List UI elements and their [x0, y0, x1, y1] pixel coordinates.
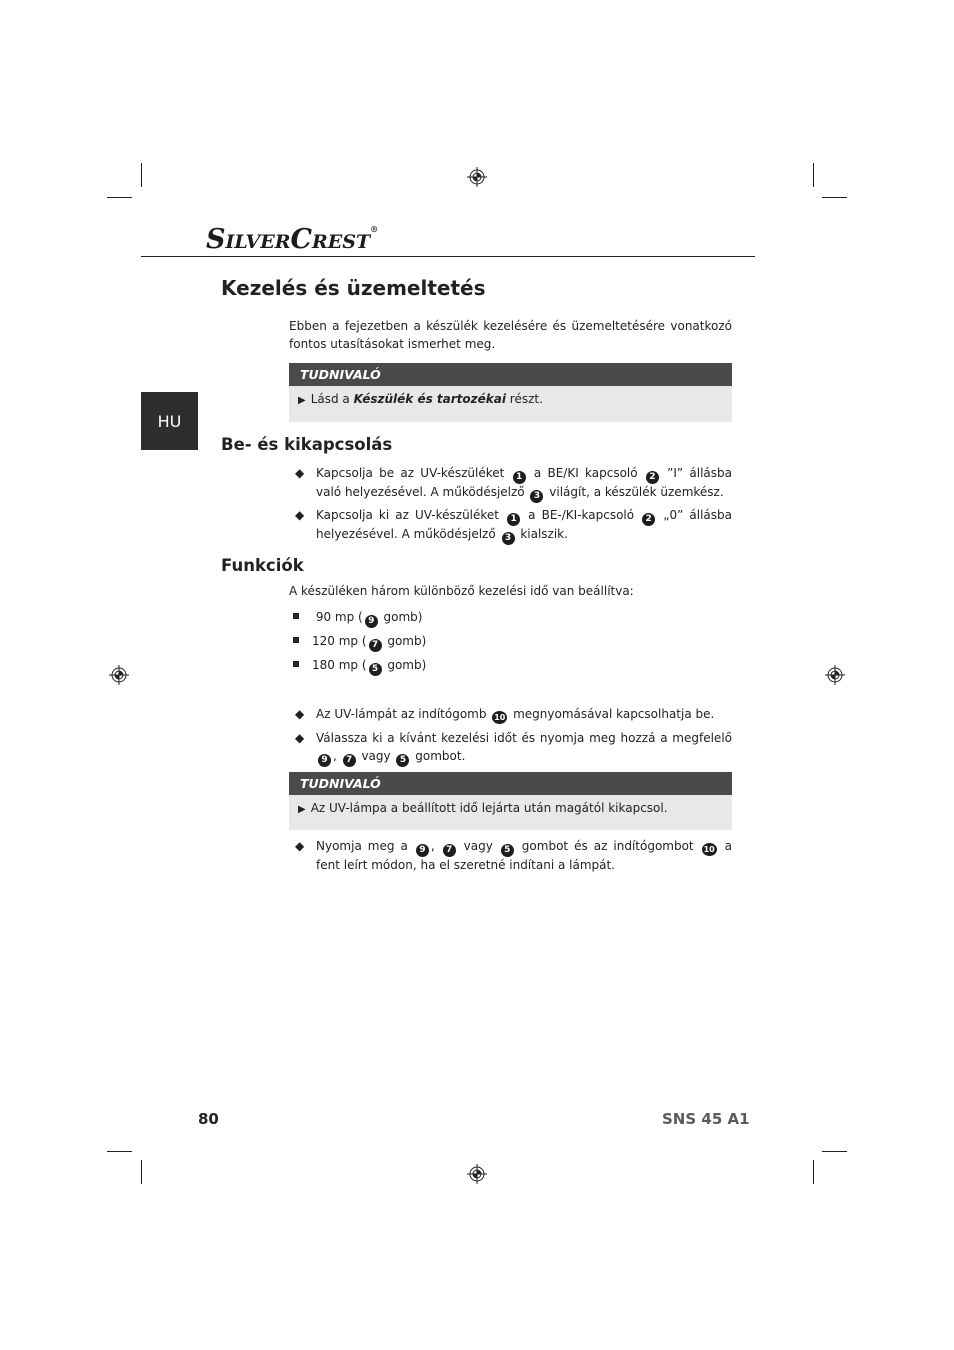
- item-number-badge: 7: [343, 754, 356, 767]
- language-tab: HU: [141, 392, 198, 450]
- crop-mark: [813, 163, 814, 187]
- item-number-badge: 9: [318, 754, 331, 767]
- list-item: ◆ Kapcsolja be az UV-készüléket 1 a BE/KI kapcsoló 2 ”I” állásba való helyezésével. A működésjelző 3 világít, a készülék üzemkész.: [295, 466, 733, 501]
- item-number-badge: 1: [507, 513, 520, 526]
- note-box: [289, 772, 732, 830]
- diamond-bullet-icon: ◆: [295, 508, 305, 522]
- list-item: ◆ Nyomja meg a 9 , 7 vagy 5 gombot és az indítógombot 10 a fent leírt módon, ha el szeretné indítani a lámpát.: [295, 839, 732, 872]
- item-number-badge: 10: [494, 713, 506, 722]
- note-heading: TUDNIVALÓ: [289, 363, 732, 386]
- crop-mark: [107, 1151, 132, 1152]
- header-rule: [141, 256, 755, 257]
- list-item: ◆ Kapcsolja ki az UV-készüléket 1 a BE-/KI-kapcsoló 2 „0” állásba helyezésével. A működésjelző 3 kialszik.: [295, 508, 733, 543]
- triangle-right-icon: ▶: [298, 804, 306, 815]
- model-number: SNS 45 A1: [662, 1110, 750, 1128]
- note-text: ▶ Az UV-lámpa a beállított idő lejárta után magától kikapcsol.: [298, 801, 668, 815]
- page-title: Kezelés és üzemeltetés: [221, 276, 486, 300]
- note-heading: TUDNIVALÓ: [289, 772, 732, 795]
- diamond-bullet-icon: ◆: [295, 466, 305, 480]
- functions-lead: A készüléken három különböző kezelési idő van beállítva:: [289, 584, 634, 598]
- section-heading-functions: Funkciók: [221, 556, 304, 575]
- item-number-badge: 1: [513, 471, 526, 484]
- item-number-badge: 9: [365, 615, 378, 628]
- section-heading-onoff: Be- és kikapcsolás: [221, 435, 393, 454]
- list-item: 120 mp ( 7 gomb): [293, 634, 426, 652]
- item-number-badge: 10: [703, 845, 715, 854]
- item-number-badge: 7: [443, 844, 456, 857]
- registration-mark-icon: [825, 665, 845, 685]
- item-number-badge: 3: [530, 490, 543, 503]
- crop-mark: [107, 197, 132, 198]
- diamond-bullet-icon: ◆: [295, 731, 305, 745]
- registration-mark-icon: [467, 1164, 487, 1184]
- page-number: 80: [198, 1110, 219, 1128]
- item-number-badge: 9: [416, 844, 429, 857]
- crop-mark: [141, 163, 142, 187]
- item-number-badge: 2: [642, 513, 655, 526]
- item-number-badge: 7: [369, 639, 382, 652]
- item-number-badge: 5: [369, 663, 382, 676]
- registration-mark-icon: [109, 665, 129, 685]
- registration-mark-icon: [467, 167, 487, 187]
- note-box: [289, 363, 732, 422]
- crop-mark: [141, 1160, 142, 1184]
- item-number-badge: 3: [502, 532, 515, 545]
- crop-mark: [813, 1160, 814, 1184]
- list-item: 180 mp ( 5 gomb): [293, 658, 426, 676]
- item-number-badge: 5: [396, 754, 409, 767]
- list-item: ◆ Válassza ki a kívánt kezelési időt és nyomja meg hozzá a megfelelő 9 , 7 vagy 5 gombot.: [295, 731, 732, 765]
- square-bullet-icon: [293, 613, 299, 619]
- brand-logo: SILVERCREST®: [206, 224, 379, 255]
- list-item: ◆ Az UV-lámpát az indítógomb 10 megnyomásával kapcsolhatja be.: [295, 707, 715, 722]
- item-number-badge: 5: [501, 844, 514, 857]
- crop-mark: [822, 197, 847, 198]
- intro-paragraph: Ebben a fejezetben a készülék kezelésére és üzemeltetésére vonatkozó fontos utasításokat ismerhet meg.: [289, 319, 732, 351]
- diamond-bullet-icon: ◆: [295, 707, 305, 721]
- square-bullet-icon: [293, 661, 299, 667]
- diamond-bullet-icon: ◆: [295, 839, 305, 853]
- crop-mark: [822, 1151, 847, 1152]
- square-bullet-icon: [293, 637, 299, 643]
- triangle-right-icon: ▶: [298, 395, 306, 406]
- note-text: ▶ Lásd a Készülék és tartozékai részt.: [298, 392, 543, 406]
- list-item: 90 mp ( 9 gomb): [293, 610, 422, 628]
- item-number-badge: 2: [646, 471, 659, 484]
